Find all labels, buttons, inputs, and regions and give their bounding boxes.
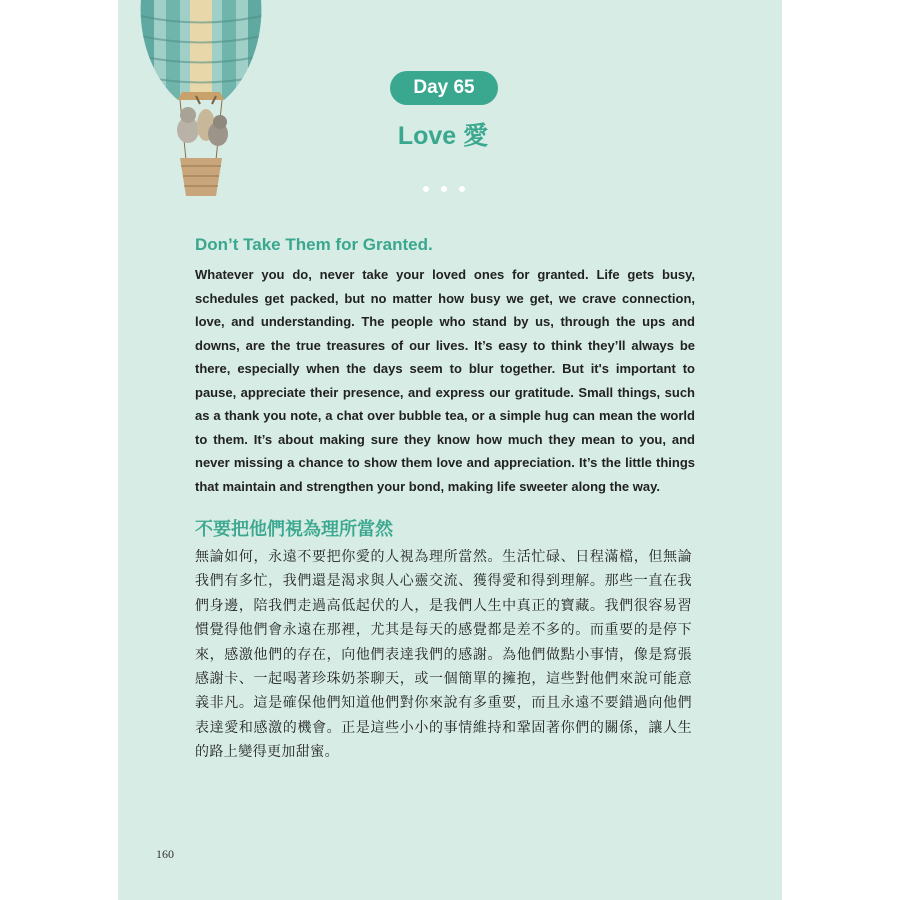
day-badge: Day 65 — [390, 71, 498, 105]
page-title: Love 愛 — [397, 122, 489, 150]
three-dots-separator-icon — [423, 186, 465, 192]
hot-air-balloon-illustration — [136, 0, 266, 200]
book-page — [118, 0, 782, 900]
chinese-heading: 不要把他們視為理所當然 — [195, 519, 393, 539]
separator-dot — [423, 186, 429, 192]
chinese-body: 無論如何，永遠不要把你愛的人視為理所當然。生活忙碌、日程滿檔，但無論我們有多忙，我們還是渴求與人心靈交流、獲得愛和得到理解。那些一直在我們身邊，陪我們走過高低起伏的人，是我們人生中真正的寶藏。我們很容易習慣覺得他們會永遠在那裡，尤其是每天的感覺都是差不多的。而重要的是停下來，感激他們的存在，向他們表達我們的感謝。為他們做點小事情，像是寫張感謝卡、一起喝著珍珠奶茶聊天，或一個簡單的擁抱，這些對他們來說可能意義非凡。這是確保他們知道他們對你來說有多重要，而且永遠不要錯過向他們表達愛和感激的機會。正是這些小小的事情維持和鞏固著你們的關係，讓人生的路上變得更加甜蜜。 — [195, 548, 692, 760]
english-heading: Don’t Take Them for Granted. — [195, 235, 433, 254]
separator-dot — [459, 186, 465, 192]
page-number: 160 — [156, 847, 174, 861]
english-body: Whatever you do, never take your loved ones for granted. Life gets busy, schedules get packed, but no matter how busy we get, we crave connection, love, and understanding. The people who stand by us, through the ups and downs, are the true treasures of our lives. It’s easy to think they’ll always be there, especially when the days seem to blur together. But it's important to pause, appreciate their presence, and express our gratitude. Small things, such as a thank you note, a chat over bubble tea, or a simple hug can mean the world to them. It’s about making sure they know how much they mean to you, and never missing a chance to show them love and appreciation. It’s the little things that maintain and strengthen your bond, making life sweeter along the way. — [195, 267, 695, 494]
separator-dot — [441, 186, 447, 192]
